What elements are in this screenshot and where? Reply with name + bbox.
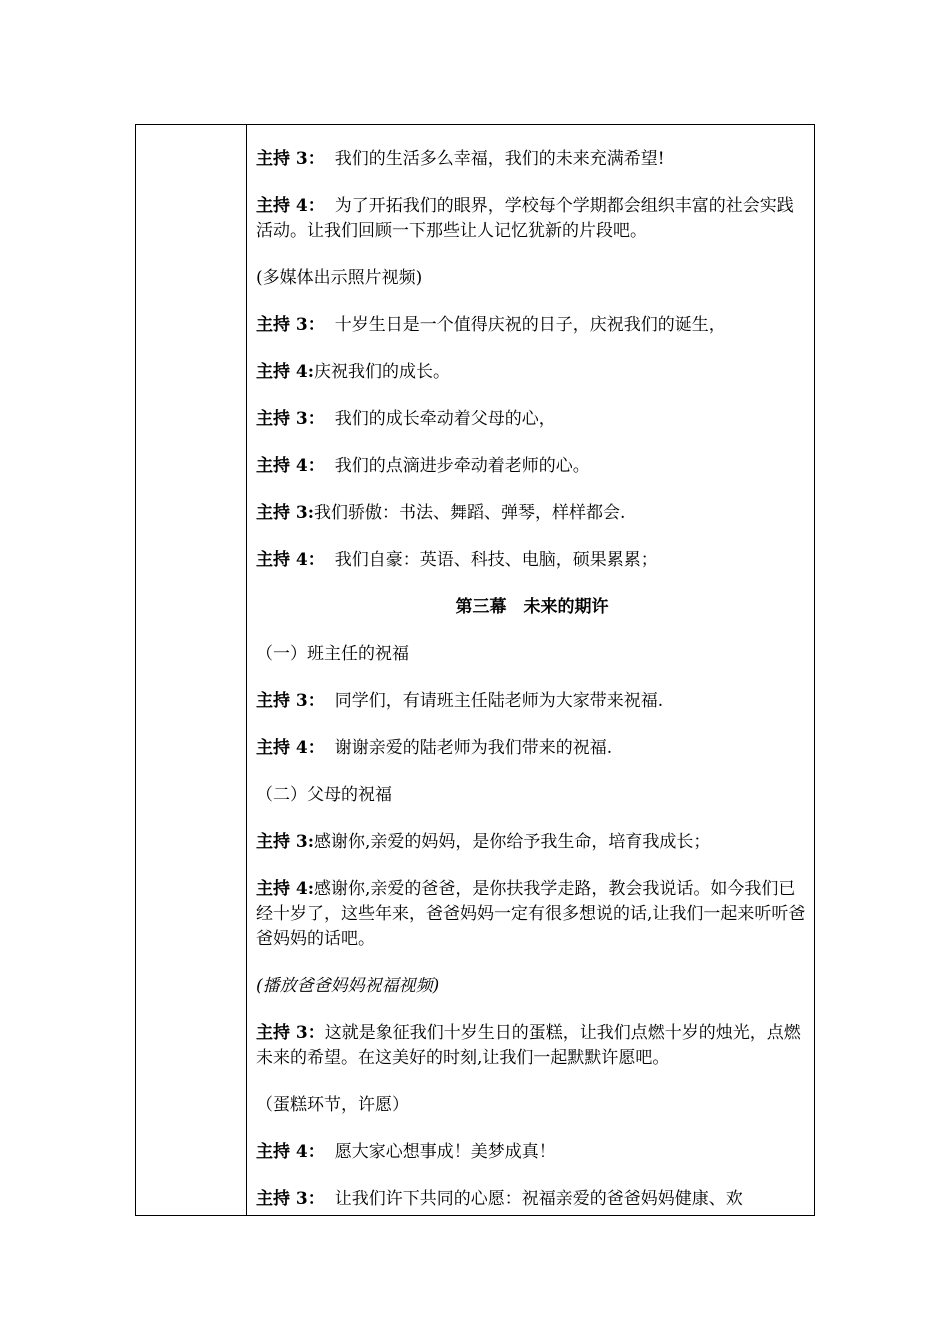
dialogue-line — [256, 360, 808, 385]
dialogue-line — [256, 1140, 808, 1165]
line-text: 我们的成长牵动着父母的心， — [334, 409, 556, 429]
line-text: 为了开拓我们的眼界，学校每个学期都会组织丰富的社会实践活动。让我们回顾一下那些让人记忆犹新的片段吧。 — [256, 196, 794, 241]
speaker-label: 主持 4： — [256, 456, 325, 476]
line-text: 愿大家心想事成！美梦成真！ — [334, 1142, 556, 1162]
stage-direction — [256, 783, 808, 808]
line-text: 这就是象征我们十岁生日的蛋糕，让我们点燃十岁的烛光，点燃未来的希望。在这美好的时刻,让我们一起默默许愿吧。 — [256, 1023, 801, 1068]
dialogue-line — [256, 454, 808, 479]
script-content-cell — [256, 147, 808, 1216]
dialogue-line — [256, 830, 808, 855]
line-text: 感谢你,亲爱的爸爸，是你扶我学走路，教会我说话。如今我们已经十岁了，这些年来，爸爸妈妈一定有很多想说的话,让我们一起来听听爸爸妈妈的话吧。 — [256, 879, 806, 949]
speaker-label: 主持 4: — [256, 879, 315, 899]
section-heading — [256, 595, 808, 620]
speaker-label: 主持 4： — [256, 1142, 325, 1162]
speaker-label: 主持 3: — [256, 503, 315, 523]
dialogue-line — [256, 313, 808, 338]
line-text: （蛋糕环节，许愿） — [256, 1095, 409, 1115]
line-text: 谢谢亲爱的陆老师为我们带来的祝福. — [334, 738, 613, 758]
speaker-label: 主持 3： — [256, 1023, 325, 1043]
dialogue-line — [256, 1187, 808, 1212]
speaker-label: 主持 3: — [256, 832, 315, 852]
dialogue-line — [256, 1021, 808, 1071]
line-text: 第三幕 未来的期许 — [455, 597, 609, 617]
line-text: 同学们，有请班主任陆老师为大家带来祝福. — [334, 691, 664, 711]
speaker-label: 主持 3： — [256, 409, 325, 429]
stage-direction — [256, 642, 808, 667]
line-text: (播放爸爸妈妈祝福视频) — [256, 976, 440, 996]
line-text: 十岁生日是一个值得庆祝的日子，庆祝我们的诞生， — [334, 315, 726, 335]
line-text: 让我们许下共同的心愿：祝福亲爱的爸爸妈妈健康、欢 — [334, 1189, 743, 1209]
stage-direction — [256, 266, 808, 291]
dialogue-line — [256, 736, 808, 761]
stage-direction — [256, 974, 808, 999]
dialogue-line — [256, 147, 808, 172]
line-text: (多媒体出示照片视频) — [256, 268, 423, 288]
speaker-label: 主持 4: — [256, 362, 315, 382]
speaker-label: 主持 3： — [256, 149, 325, 169]
line-text: （二）父母的祝福 — [256, 785, 392, 805]
dialogue-line — [256, 194, 808, 244]
dialogue-line — [256, 407, 808, 432]
speaker-label: 主持 4： — [256, 550, 325, 570]
line-text: 庆祝我们的成长。 — [314, 362, 451, 382]
line-text: 我们骄傲：书法、舞蹈、弹琴，样样都会. — [314, 503, 626, 523]
line-text: 我们自豪：英语、科技、电脑，硕果累累； — [334, 550, 658, 570]
script-table — [135, 124, 815, 1216]
line-text: 感谢你,亲爱的妈妈，是你给予我生命，培育我成长； — [314, 832, 711, 852]
speaker-label: 主持 3： — [256, 1189, 325, 1209]
dialogue-line — [256, 548, 808, 573]
speaker-label: 主持 4： — [256, 196, 325, 216]
dialogue-line — [256, 689, 808, 714]
column-divider — [246, 125, 247, 1215]
speaker-label: 主持 4： — [256, 738, 325, 758]
speaker-label: 主持 3： — [256, 315, 325, 335]
line-text: 我们的生活多么幸福，我们的未来充满希望! — [334, 149, 665, 169]
speaker-label: 主持 3： — [256, 691, 325, 711]
dialogue-line — [256, 877, 808, 952]
dialogue-line — [256, 501, 808, 526]
stage-direction — [256, 1093, 808, 1118]
line-text: （一）班主任的祝福 — [256, 644, 409, 664]
line-text: 我们的点滴进步牵动着老师的心。 — [334, 456, 590, 476]
